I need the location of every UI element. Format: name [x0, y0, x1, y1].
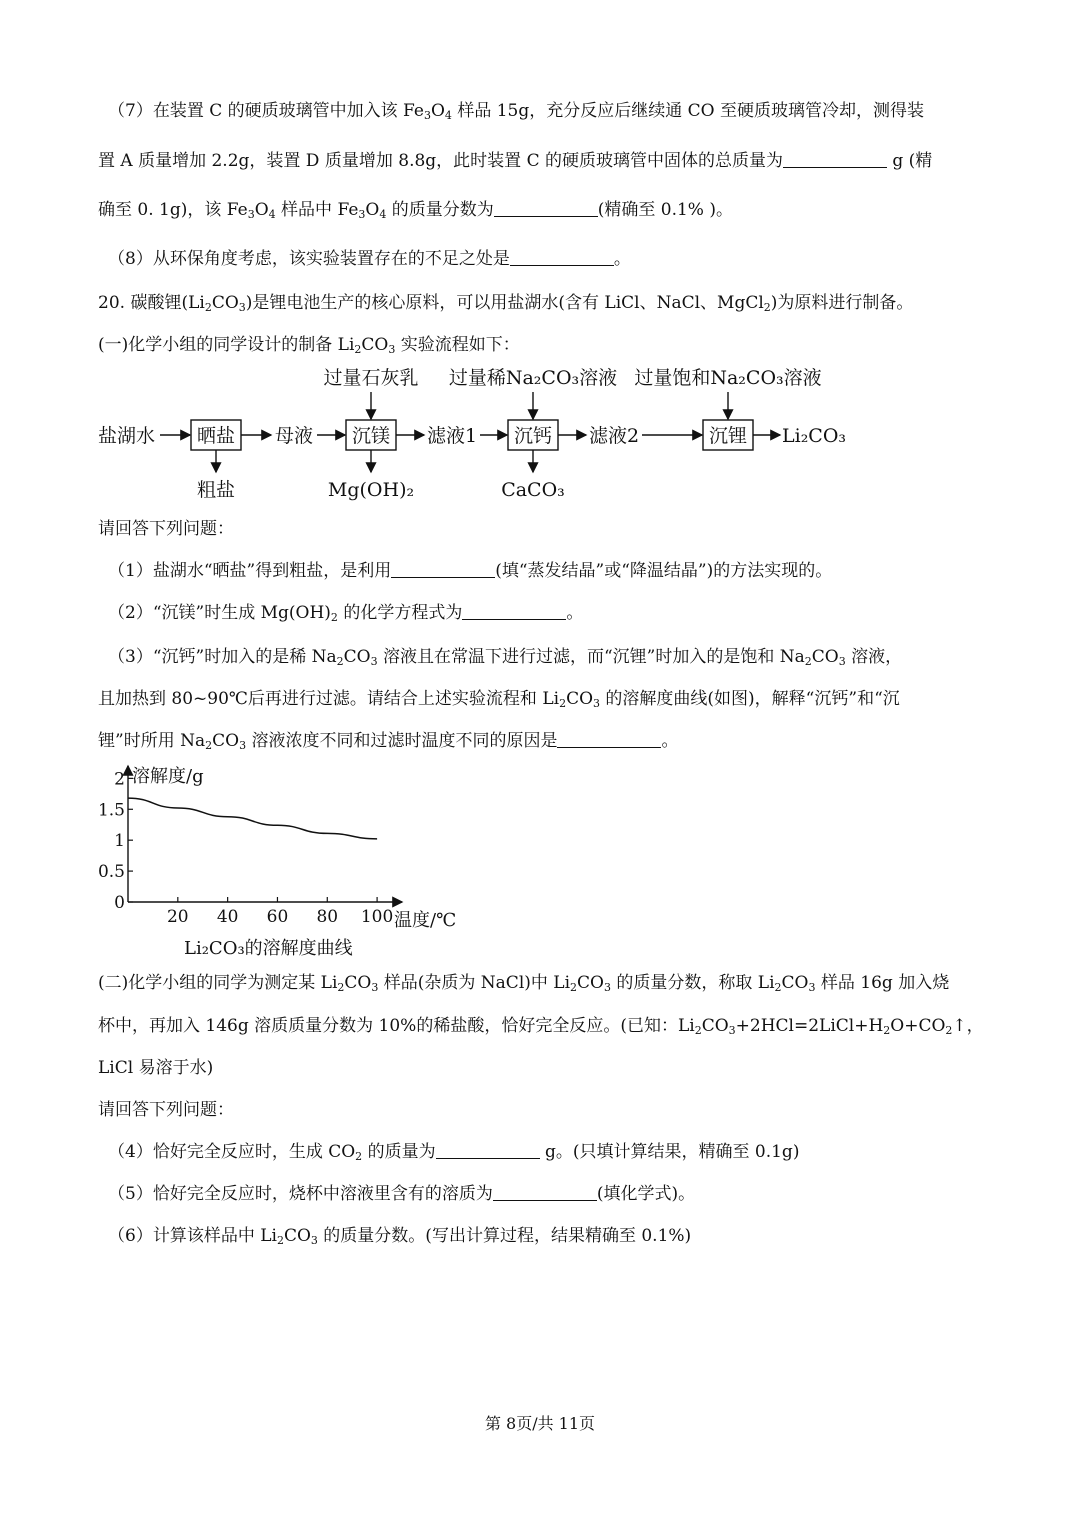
process-flow-diagram: [96, 362, 856, 510]
flow-start: 盐湖水: [98, 425, 156, 447]
x-tick-label: 20: [166, 907, 189, 927]
reagent-1: 过量石灰乳: [323, 367, 419, 389]
chart-title: Li₂CO₃的溶解度曲线: [184, 938, 353, 959]
q20-intro: 20. 碳酸锂$(Li_2CO_3)$是锂电池生产的核心原料，可以用盐湖水(含有 LiCl、NaCl、MgCl$_2$)为原料进行制备。: [98, 293, 914, 314]
q6-line: （6）计算该样品中 $Li_2CO_3$ 的质量分数。(写出计算过程，结果精确至 0.1%): [108, 1226, 692, 1247]
flow-muye: 母液: [274, 425, 314, 447]
formula-fe3o4: $Fe_3O_4$: [226, 200, 276, 221]
product-3: CaCO₃: [501, 479, 565, 501]
flow-end: Li₂CO₃: [782, 425, 847, 447]
part1-heading: (一)化学小组的同学设计的制备 $Li_2CO_3$ 实验流程如下：: [98, 335, 520, 356]
box-label-chenmei: 沉镁: [351, 425, 391, 447]
answer-blank[interactable]: [493, 1182, 597, 1201]
q5-line: （5）恰好完全反应时，烧杯中溶液里含有的溶质为 (填化学式)。: [108, 1184, 696, 1204]
y-axis-label: 溶解度/g: [132, 766, 204, 787]
answer-blank[interactable]: [557, 729, 661, 748]
page-footer: 第 8页/共 11页: [484, 1414, 596, 1433]
reagent-2: 过量稀Na₂CO₃溶液: [448, 367, 618, 389]
part2-line1: (二)化学小组的同学为测定某 $Li_2CO_3$ 样品(杂质为 NaCl)中 $Li_2CO_3$ 的质量分数，称取 $Li_2CO_3$ 样品 16g 加入烧: [98, 973, 950, 994]
flow-lvye2: 滤液2: [588, 425, 640, 447]
part2-line2: 杯中，再加入 146g 溶质质量分数为 10%的稀盐酸，恰好完全反应。(已知：$Li_2CO_3+2HCl=2LiCl+H_2O+CO_2↑$，: [98, 1016, 984, 1037]
y-tick-label: 2: [114, 769, 125, 790]
x-axis-label: 温度/℃: [394, 910, 457, 931]
solubility-chart: [98, 760, 478, 960]
y-tick-label: 1.5: [98, 800, 125, 821]
x-tick-label: 80: [316, 907, 339, 927]
answer-blank[interactable]: [494, 198, 598, 217]
flow-lvye1: 滤液1: [426, 425, 478, 447]
x-tick-label: 40: [216, 907, 239, 927]
q3-line2: 且加热到 80~90℃后再进行过滤。请结合上述实验流程和 $Li_2CO_3$ 的溶解度曲线(如图)，解释“沉钙”和“沉: [98, 689, 900, 710]
q7-line1: （7）在装置 C 的硬质玻璃管中加入该 $Fe_3O_4$ 样品 15g，充分反应后继续通 CO 至硬质玻璃管冷却，测得装: [108, 101, 924, 122]
formula-fe3o4: $Fe_3O_4$: [403, 101, 452, 122]
q8-line: （8）从环保角度考虑，该实验装置存在的不足之处是 。: [108, 249, 631, 269]
y-tick-label: 0.5: [98, 862, 125, 883]
answer-blank[interactable]: [462, 601, 566, 620]
answer-blank[interactable]: [391, 559, 495, 578]
reagent-3: 过量饱和Na₂CO₃溶液: [634, 367, 822, 389]
product-1: 粗盐: [196, 479, 236, 501]
answer-blank[interactable]: [783, 149, 887, 168]
please-answer-1: 请回答下列问题：: [98, 519, 234, 539]
q3-line1: （3）“沉钙”时加入的是稀 $Na_2CO_3$ 溶液且在常温下进行过滤，而“沉锂”时加入的是饱和 $Na_2CO_3$ 溶液，: [108, 647, 903, 668]
q2-line: （2）“沉镁”时生成 $Mg(OH)_2$ 的化学方程式为 。: [108, 603, 584, 624]
q4-line: （4）恰好完全反应时，生成 $CO_2$ 的质量为 g。(只填计算结果，精确至 0.1g): [108, 1142, 800, 1163]
x-tick-label: 100: [360, 907, 394, 927]
q1-line: （1）盐湖水“晒盐”得到粗盐，是利用 (填“蒸发结晶”或“降温结晶”)的方法实现的。: [108, 561, 833, 581]
answer-blank[interactable]: [510, 247, 614, 266]
q7-line2: 置 A 质量增加 2.2g，装置 D 质量增加 8.8g，此时装置 C 的硬质玻璃管中固体的总质量为 g (精: [98, 151, 933, 171]
part2-line3: LiCl 易溶于水): [98, 1058, 214, 1078]
q3-line3: 锂”时所用 $Na_2CO_3$ 溶液浓度不同和过滤时温度不同的原因是 。: [98, 731, 679, 752]
solubility-curve: [128, 798, 377, 839]
y-tick-label: 0: [114, 893, 125, 913]
y-tick-label: 1: [114, 831, 125, 852]
box-label-chengai: 沉钙: [513, 425, 553, 447]
formula-fe3o4: $Fe_3O_4$: [337, 200, 387, 221]
x-tick-label: 60: [266, 907, 289, 927]
product-2: Mg(OH)₂: [327, 479, 415, 501]
please-answer-2: 请回答下列问题：: [98, 1100, 234, 1120]
answer-blank[interactable]: [436, 1140, 540, 1159]
box-label-shaiyan: 晒盐: [196, 425, 236, 447]
q7-line3: 确至 0. 1g)，该 $Fe_3O_4$ 样品中 $Fe_3O_4$ 的质量分数为 (精确至 0.1% )。: [98, 200, 733, 221]
box-label-chenli: 沉锂: [708, 425, 748, 447]
